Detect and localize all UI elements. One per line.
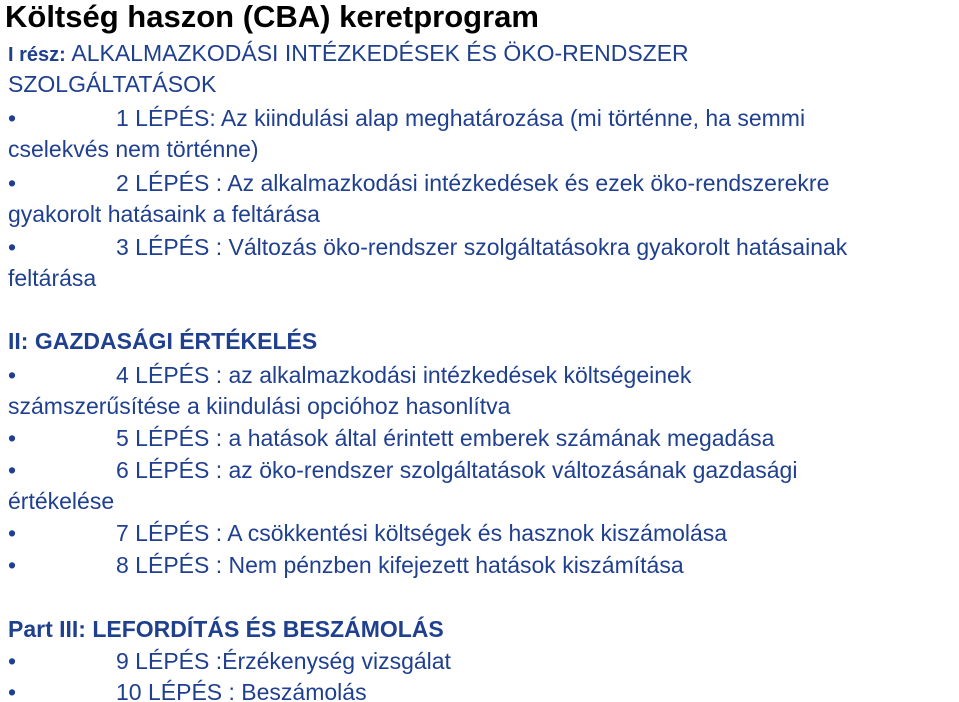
bullet-icon: • [8,234,17,260]
part1-heading-prefix: I rész: [8,44,72,66]
step3-text-line2: feltárása [8,265,97,291]
step1-text-line1: 1 LÉPÉS: Az kiindulási alap meghatározása (mi történne, ha semmi [116,105,806,131]
bullet-icon: • [8,520,17,546]
step8-text-line1: 8 LÉPÉS : Nem pénzben kifejezett hatások kiszámítása [116,552,684,578]
step9-text-line1: 9 LÉPÉS :Érzékenység vizsgálat [116,648,451,674]
step3-text-line1: 3 LÉPÉS : Változás öko-rendszer szolgáltatásokra gyakorolt hatásainak [116,234,848,260]
bullet-icon: • [8,362,17,388]
page-title: Költség haszon (CBA) keretprogram [5,0,539,34]
bullet-icon: • [8,170,17,196]
step10-text-line1: 10 LÉPÉS : Beszámolás [116,679,367,702]
step1-text-line2: cselekvés nem történne) [8,136,259,162]
step4-text-line1: 4 LÉPÉS : az alkalmazkodási intézkedések költségeinek [116,362,692,388]
part2-heading: II: GAZDASÁGI ÉRTÉKELÉS [8,328,318,354]
part1-heading-title: ALKALMAZKODÁSI INTÉZKEDÉSEK ÉS ÖKO-RENDSZER [71,40,689,66]
bullet-icon: • [8,105,17,131]
step2-text-line2: gyakorolt hatásaink a feltárása [8,201,320,227]
bullet-icon: • [8,425,17,451]
part1-heading-line1 [8,38,689,70]
part1-heading-line2: SZOLGÁLTATÁSOK [8,71,217,97]
bullet-icon: • [8,648,17,674]
part3-heading: Part III: LEFORDÍTÁS ÉS BESZÁMOLÁS [8,616,444,642]
bullet-icon: • [8,552,17,578]
step6-text-line2: értékelése [8,488,115,514]
step6-text-line1: 6 LÉPÉS : az öko-rendszer szolgáltatások változásának gazdasági [116,457,798,483]
bullet-icon: • [8,457,17,483]
step7-text-line1: 7 LÉPÉS : A csökkentési költségek és hasznok kiszámolása [116,520,728,546]
bullet-icon: • [8,679,17,702]
step2-text-line1: 2 LÉPÉS : Az alkalmazkodási intézkedések és ezek öko-rendszerekre [116,170,830,196]
step5-text-line1: 5 LÉPÉS : a hatások által érintett emberek számának megadása [116,425,775,451]
step4-text-line2: számszerűsítése a kiindulási opcióhoz hasonlítva [8,393,511,419]
